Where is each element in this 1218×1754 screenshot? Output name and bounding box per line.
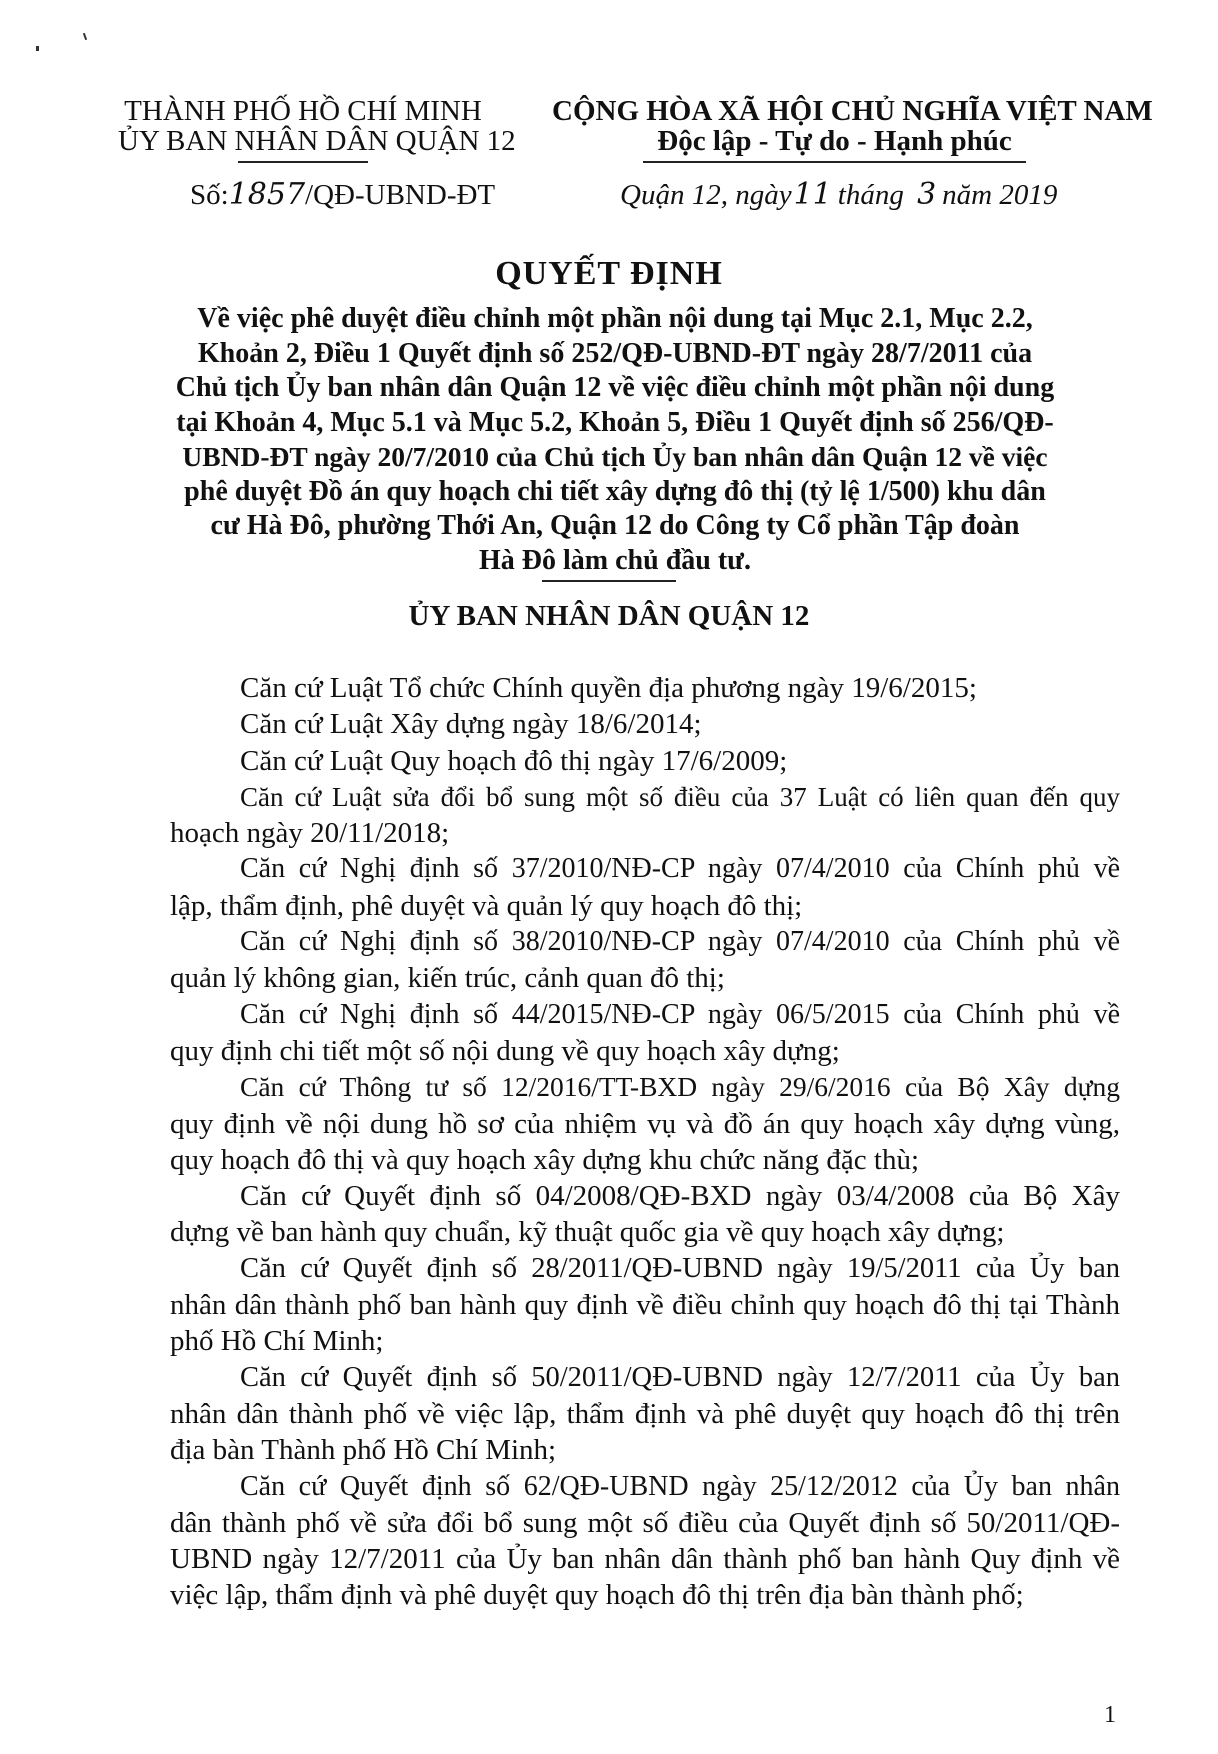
legal-basis-item xyxy=(170,997,1120,1070)
legal-basis-line: Căn cứ Quyết định số 04/2008/QĐ-BXD ngày 03/4/2008 của Bộ Xây xyxy=(240,1180,1120,1213)
date-part1: Quận 12, ngày xyxy=(620,179,792,211)
legal-basis-item xyxy=(170,851,1120,924)
legal-basis-line: nhân dân thành phố ban hành quy định về điều chỉnh quy hoạch đô thị tại Thành xyxy=(170,1289,1120,1322)
subject-line: Khoản 2, Điều 1 Quyết định số 252/QĐ-UBND-ĐT ngày 28/7/2011 của xyxy=(197,337,1033,369)
header-left-line1: THÀNH PHỐ HỒ CHÍ MINH xyxy=(124,95,482,127)
legal-basis-line: Căn cứ Nghị định số 37/2010/NĐ-CP ngày 07/4/2010 của Chính phủ về xyxy=(240,853,1120,885)
legal-basis-line: Căn cứ Luật Xây dựng ngày 18/6/2014; xyxy=(240,708,702,741)
legal-basis-line: Căn cứ Luật Quy hoạch đô thị ngày 17/6/2009; xyxy=(240,744,788,777)
subject-line: UBND-ĐT ngày 20/7/2010 của Chủ tịch Ủy ban nhân dân Quận 12 về việc xyxy=(182,441,1048,472)
legal-basis-line: Căn cứ Thông tư số 12/2016/TT-BXD ngày 29/6/2016 của Bộ Xây dựng xyxy=(240,1071,1120,1103)
legal-basis-item xyxy=(170,1178,1120,1251)
legal-basis-line: địa bàn Thành phố Hồ Chí Minh; xyxy=(170,1434,557,1467)
legal-basis-line: lập, thẩm định, phê duyệt và quản lý quy hoạch đô thị; xyxy=(170,889,803,922)
scan-speck xyxy=(36,46,39,51)
legal-basis-line: quy định về nội dung hồ sơ của nhiệm vụ và đồ án quy hoạch xây dựng vùng, xyxy=(170,1107,1120,1140)
doc-number-suffix: /QĐ-UBND-ĐT xyxy=(305,179,496,211)
doc-number-prefix: Số: xyxy=(190,179,229,211)
legal-basis-line: nhân dân thành phố về việc lập, thẩm định và phê duyệt quy hoạch đô thị trên xyxy=(170,1397,1120,1430)
legal-basis-line: Căn cứ Nghị định số 44/2015/NĐ-CP ngày 06/5/2015 của Chính phủ về xyxy=(240,998,1120,1030)
legal-basis-line: quản lý không gian, kiến trúc, cảnh quan đô thị; xyxy=(170,962,725,995)
date-month-handwritten: 3 xyxy=(917,177,937,212)
legal-basis-item xyxy=(170,1469,1120,1614)
legal-basis-line: Căn cứ Nghị định số 38/2010/NĐ-CP ngày 07/4/2010 của Chính phủ về xyxy=(240,926,1120,958)
header-right-line1: CỘNG HÒA XÃ HỘI CHỦ NGHĨA VIỆT NAM xyxy=(552,95,1153,127)
legal-basis-line: việc lập, thẩm định và phê duyệt quy hoạch đô thị trên địa bàn thành phố; xyxy=(170,1579,1024,1612)
issuing-authority: ỦY BAN NHÂN DÂN QUẬN 12 xyxy=(408,600,810,632)
legal-basis-item xyxy=(170,1069,1120,1178)
document-subject xyxy=(175,302,1055,578)
header-left-underline xyxy=(238,161,368,163)
legal-basis-item xyxy=(170,779,1120,852)
legal-basis-line: Căn cứ Luật sửa đổi bổ sung một số điều của 37 Luật có liên quan đến quy xyxy=(240,781,1120,812)
legal-basis-line: quy hoạch đô thị và quy hoạch xây dựng khu chức năng đặc thù; xyxy=(170,1143,920,1176)
subject-line: tại Khoản 4, Mục 5.1 và Mục 5.2, Khoản 5, Điều 1 Quyết định số 256/QĐ- xyxy=(176,406,1054,438)
header-right-underline xyxy=(643,161,1026,163)
date-line xyxy=(620,176,1057,214)
subject-underline xyxy=(542,580,676,582)
document-title: QUYẾT ĐỊNH xyxy=(495,255,723,292)
date-part3: năm 2019 xyxy=(942,179,1058,211)
legal-basis-line: dân thành phố về sửa đổi bổ sung một số điều của Quyết định số 50/2011/QĐ- xyxy=(170,1506,1120,1539)
legal-bases xyxy=(170,670,1120,1614)
legal-basis-line: Căn cứ Quyết định số 28/2011/QĐ-UBND ngày 19/5/2011 của Ủy ban xyxy=(240,1252,1120,1284)
legal-basis-item xyxy=(170,706,1120,742)
scan-speck xyxy=(83,33,87,40)
legal-basis-line: quy định chi tiết một số nội dung về quy hoạch xây dựng; xyxy=(170,1034,840,1067)
header-right-line2: Độc lập - Tự do - Hạnh phúc xyxy=(657,125,1012,157)
legal-basis-item xyxy=(170,743,1120,779)
doc-number xyxy=(190,176,495,214)
subject-line: Về việc phê duyệt điều chỉnh một phần nội dung tại Mục 2.1, Mục 2.2, xyxy=(197,303,1033,334)
legal-basis-item xyxy=(170,670,1120,706)
legal-basis-line: hoạch ngày 20/11/2018; xyxy=(170,817,450,850)
legal-basis-line: Căn cứ Quyết định số 50/2011/QĐ-UBND ngày 12/7/2011 của Ủy ban xyxy=(240,1361,1120,1393)
subject-line: Chủ tịch Ủy ban nhân dân Quận 12 về việc điều chỉnh một phần nội dung xyxy=(175,372,1055,403)
date-part2: tháng xyxy=(837,179,904,211)
legal-basis-item xyxy=(170,924,1120,997)
legal-basis-item xyxy=(170,1360,1120,1469)
legal-basis-line: dựng về ban hành quy chuẩn, kỹ thuật quốc gia về quy hoạch xây dựng; xyxy=(170,1216,1005,1249)
legal-basis-line: phố Hồ Chí Minh; xyxy=(170,1325,384,1358)
date-day-handwritten: 11 xyxy=(793,177,832,212)
page-number: 1 xyxy=(1104,1702,1116,1728)
subject-line: phê duyệt Đồ án quy hoạch chi tiết xây dựng đô thị (tỷ lệ 1/500) khu dân xyxy=(184,475,1046,507)
legal-basis-line: Căn cứ Quyết định số 62/QĐ-UBND ngày 25/12/2012 của Ủy ban nhân xyxy=(240,1470,1120,1502)
legal-basis-line: Căn cứ Luật Tổ chức Chính quyền địa phương ngày 19/6/2015; xyxy=(240,672,977,704)
legal-basis-item xyxy=(170,1251,1120,1360)
legal-basis-line: UBND ngày 12/7/2011 của Ủy ban nhân dân thành phố ban hành Quy định về xyxy=(170,1543,1120,1576)
doc-number-handwritten: 1857 xyxy=(228,177,306,212)
subject-line: cư Hà Đô, phường Thới An, Quận 12 do Công ty Cổ phần Tập đoàn xyxy=(210,510,1020,541)
subject-line: Hà Đô làm chủ đầu tư. xyxy=(479,544,751,576)
header-left-line2: ỦY BAN NHÂN DÂN QUẬN 12 xyxy=(118,125,516,157)
